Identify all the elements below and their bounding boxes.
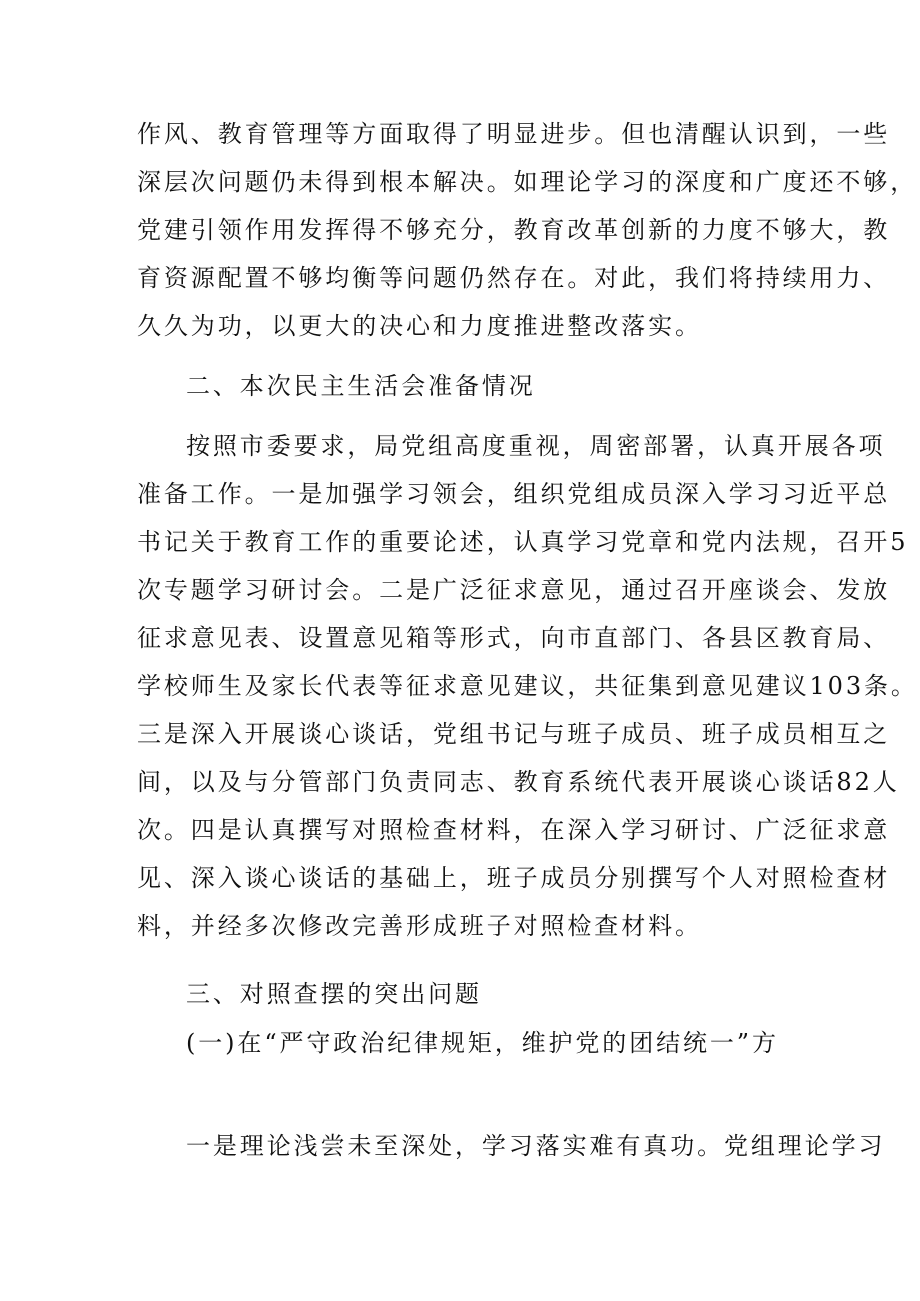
paragraph-2-line-11: 料，并经多次修改完善形成班子对照检查材料。 xyxy=(137,912,702,940)
paragraph-2-line-1: 按照市委要求，局党组高度重视，周密部署，认真开展各项 xyxy=(186,432,886,460)
paragraph-1-line-2: 深层次问题仍未得到根本解决。如理论学习的深度和广度还不够， xyxy=(137,168,918,196)
paragraph-2-line-7: 三是深入开展谈心谈话，党组书记与班子成员、班子成员相互之 xyxy=(137,720,891,748)
section-heading-3: 三、对照查摆的突出问题 xyxy=(186,980,482,1008)
paragraph-3-line-1: 一是理论浅尝未至深处，学习落实难有真功。党组理论学习 xyxy=(186,1132,886,1160)
paragraph-2-line-4: 次专题学习研讨会。二是广泛征求意见，通过召开座谈会、发放 xyxy=(137,576,891,604)
paragraph-2-line-2: 准备工作。一是加强学习领会，组织党组成员深入学习习近平总 xyxy=(137,480,891,508)
subsection-heading-1: (一)在“严守政治纪律规矩，维护党的团结统一”方 xyxy=(186,1029,779,1057)
section-heading-2: 二、本次民主生活会准备情况 xyxy=(186,372,536,400)
paragraph-1-line-4: 育资源配置不够均衡等问题仍然存在。对此，我们将持续用力、 xyxy=(137,264,891,292)
paragraph-2-line-10: 见、深入谈心谈话的基础上，班子成员分别撰写个人对照检查材 xyxy=(137,864,891,892)
paragraph-2-line-5: 征求意见表、设置意见箱等形式，向市直部门、各县区教育局、 xyxy=(137,624,891,652)
paragraph-2-line-3: 书记关于教育工作的重要论述，认真学习党章和党内法规，召开5 xyxy=(137,528,909,556)
paragraph-2-line-8: 间，以及与分管部门负责同志、教育系统代表开展谈心谈话82人 xyxy=(137,768,900,796)
paragraph-2-line-6: 学校师生及家长代表等征求意见建议，共征集到意见建议103条。 xyxy=(137,672,918,700)
paragraph-2-line-9: 次。四是认真撰写对照检查材料，在深入学习研讨、广泛征求意 xyxy=(137,816,891,844)
paragraph-1-line-1: 作风、教育管理等方面取得了明显进步。但也清醒认识到，一些 xyxy=(137,120,891,148)
paragraph-1-line-3: 党建引领作用发挥得不够充分，教育改革创新的力度不够大，教 xyxy=(137,216,891,244)
paragraph-1-line-5: 久久为功，以更大的决心和力度推进整改落实。 xyxy=(137,312,702,340)
